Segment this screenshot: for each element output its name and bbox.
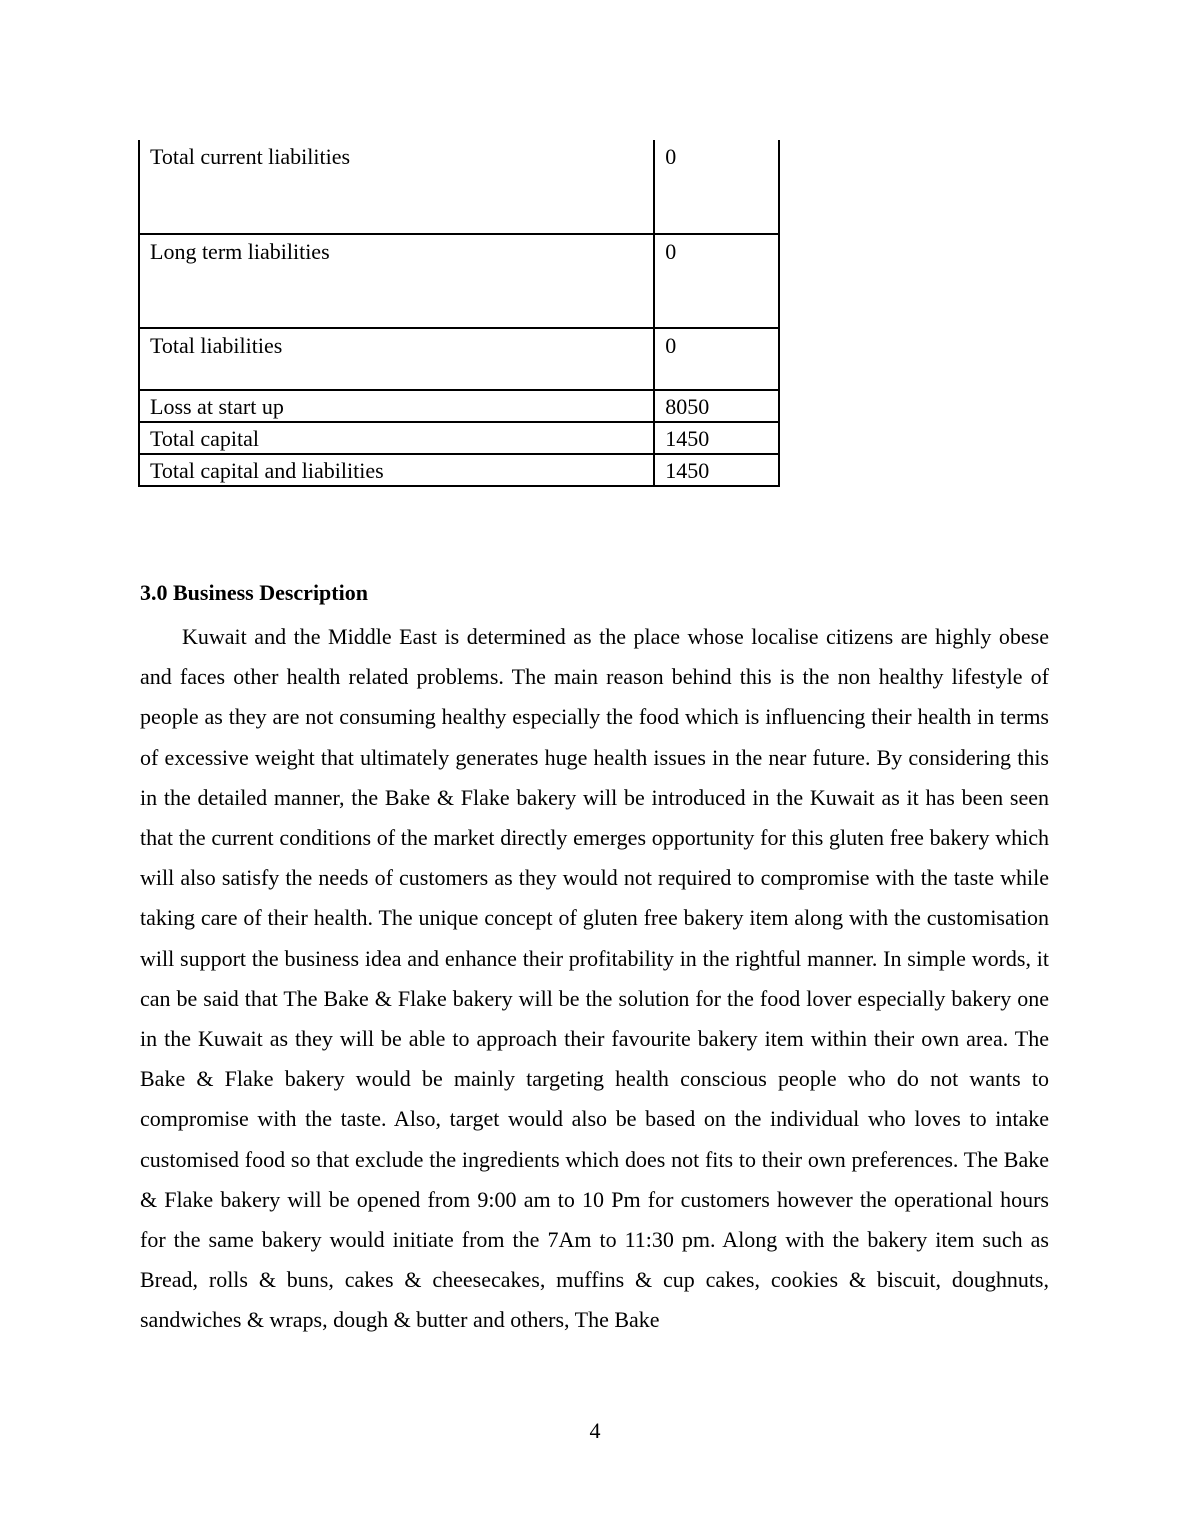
table-row (139, 328, 779, 390)
row-label: Total capital and liabilities (139, 454, 654, 486)
table-row (139, 234, 779, 328)
row-value: 1450 (654, 422, 779, 454)
row-label: Total capital (139, 422, 654, 454)
row-value: 1450 (654, 454, 779, 486)
row-label: Total liabilities (139, 328, 654, 390)
table-row (139, 140, 779, 234)
body-paragraph: Kuwait and the Middle East is determined as the place whose localise citizens are highly obese and faces other health related problems. The main reason behind this is the non healthy lifestyle of people as they are not consuming healthy especially the food which is influencing their health in terms of excessive weight that ultimately generates huge health issues in the near future. By considering this in the detailed manner, the Bake & Flake bakery will be introduced in the Kuwait as it has been seen that the current conditions of the market directly emerges opportunity for this gluten free bakery which will also satisfy the needs of customers as they would not required to compromise with the taste while taking care of their health. The unique concept of gluten free bakery item along with the customisation will support the business idea and enhance their profitability in the rightful manner. In simple words, it can be said that The Bake & Flake bakery will be the solution for the food lover especially bakery one in the Kuwait as they will be able to approach their favourite bakery item within their own area. The Bake & Flake bakery would be mainly targeting health conscious people who do not wants to compromise with the taste. Also, target would also be based on the individual who loves to intake customised food so that exclude the ingredients which does not fits to their own preferences. The Bake & Flake bakery will be opened from 9:00 am to 10 Pm for customers however the operational hours for the same bakery would initiate from the 7Am to 11:30 pm. Along with the bakery item such as Bread, rolls & buns, cakes & cheesecakes, muffins & cup cakes, cookies & biscuit, doughnuts, sandwiches & wraps, dough & butter and others, The Bake (140, 624, 1049, 1333)
row-label: Long term liabilities (139, 234, 654, 328)
balance-sheet-table (138, 140, 780, 487)
table-row (139, 390, 779, 422)
section-heading: 3.0 Business Description (140, 580, 368, 605)
row-value: 0 (654, 234, 779, 328)
row-value: 0 (654, 328, 779, 390)
row-label: Loss at start up (139, 390, 654, 422)
row-value: 0 (654, 140, 779, 234)
row-label: Total current liabilities (139, 140, 654, 234)
table-row (139, 454, 779, 486)
table-row (139, 422, 779, 454)
row-value: 8050 (654, 390, 779, 422)
page-number: 4 (589, 1418, 601, 1443)
